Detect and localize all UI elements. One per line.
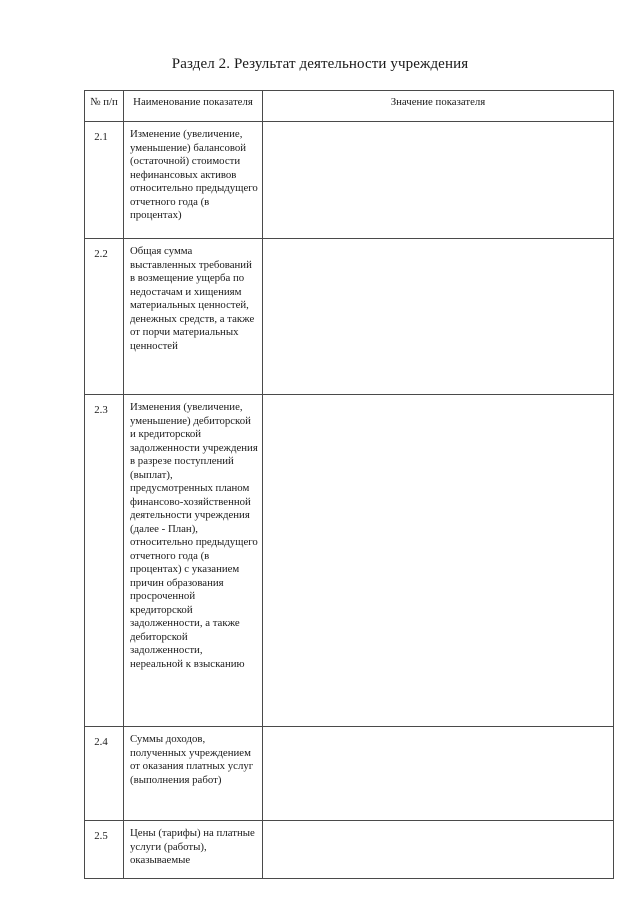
indicator-value: [263, 821, 614, 879]
table-row: [85, 122, 614, 239]
indicator-name: Изменение (увеличение, уменьшение) балансовой (остаточной) стоимости нефинансовых активов относительно предыдущего отчетного года (в процентах): [124, 122, 263, 239]
header-number: № п/п: [85, 91, 124, 122]
indicator-value: [263, 122, 614, 239]
row-number: 2.1: [85, 122, 124, 239]
table-row: [85, 727, 614, 821]
indicator-name: Общая сумма выставленных требований в возмещение ущерба по недостачам и хищениям материальных ценностей, денежных средств, а также от порчи материальных ценностей: [124, 239, 263, 395]
row-number: 2.2: [85, 239, 124, 395]
header-name: Наименование показателя: [124, 91, 263, 122]
indicator-name: Цены (тарифы) на платные услуги (работы), оказываемые: [124, 821, 263, 879]
indicator-value: [263, 727, 614, 821]
table-row: [85, 395, 614, 727]
table-header-row: [85, 91, 614, 122]
header-value: Значение показателя: [263, 91, 614, 122]
section-title: Раздел 2. Результат деятельности учреждения: [171, 56, 469, 72]
indicator-value: [263, 395, 614, 727]
row-number: 2.5: [85, 821, 124, 879]
indicator-value: [263, 239, 614, 395]
table-row: [85, 239, 614, 395]
indicator-name: Суммы доходов, полученных учреждением от оказания платных услуг (выполнения работ): [124, 727, 263, 821]
row-number: 2.3: [85, 395, 124, 727]
indicators-table: [84, 90, 614, 879]
table-row: [85, 821, 614, 879]
indicator-name: Изменения (увеличение, уменьшение) дебиторской и кредиторской задолженности учреждения в разрезе поступлений (выплат), предусмотренных планом финансово-хозяйственной деятельности учреждения (далее - План), относительно предыдущего отчетного года (в процентах) с указанием причин образования просроченной кредиторской задолженности, а также дебиторской задолженности, нереальной к взысканию: [124, 395, 263, 727]
row-number: 2.4: [85, 727, 124, 821]
